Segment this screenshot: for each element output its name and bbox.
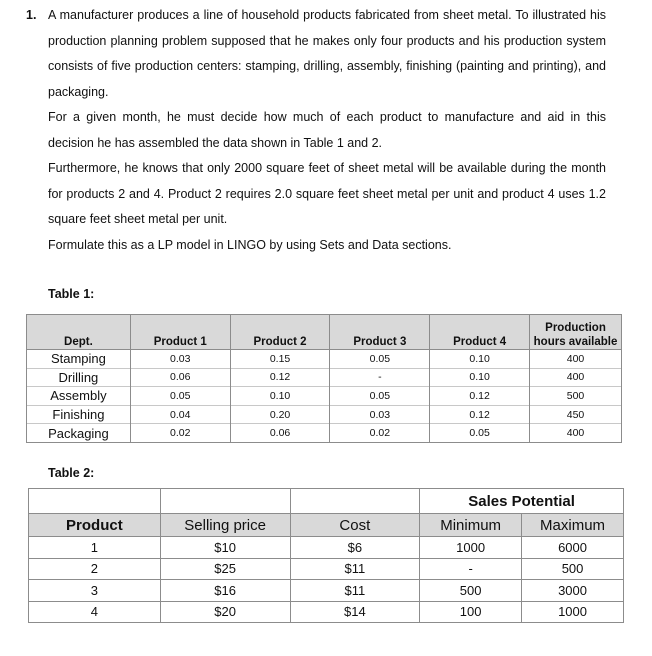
table1 — [26, 314, 622, 443]
table-row — [27, 350, 622, 369]
table-cell: Assembly — [27, 387, 131, 406]
table-cell: $11 — [290, 558, 420, 580]
table-cell — [29, 489, 161, 514]
table2 — [28, 488, 624, 623]
table-cell: 4 — [29, 601, 161, 623]
table-row — [27, 368, 622, 387]
table-cell: 0.05 — [330, 350, 430, 369]
paragraph-intro: A manufacturer produces a line of household products fabricated from sheet metal. To illustrated his production planning problem supposed that he makes only four products and his production system consists of five production centers: stamping, drilling, assembly, finishing (painting and printing), and packaging. — [48, 8, 606, 99]
table-cell: 400 — [530, 368, 622, 387]
table-row — [29, 558, 624, 580]
table1-header-dept: Dept. — [27, 315, 131, 350]
table-cell: 2 — [29, 558, 161, 580]
table-cell: $14 — [290, 601, 420, 623]
table-row — [27, 387, 622, 406]
table1-header-product3: Product 3 — [330, 315, 430, 350]
table-cell: 6000 — [522, 537, 624, 559]
table2-sales-potential-header: Sales Potential — [420, 489, 624, 514]
table-cell: 500 — [420, 580, 522, 602]
table-cell — [160, 489, 290, 514]
table2-header-row — [29, 514, 624, 537]
paragraph-task: Formulate this as a LP model in LINGO by using Sets and Data sections. — [48, 237, 452, 252]
table-cell: 0.12 — [430, 405, 530, 424]
table-row — [29, 601, 624, 623]
table-cell: 400 — [530, 424, 622, 443]
table1-header-row — [27, 315, 622, 350]
table-cell: - — [330, 368, 430, 387]
table1-caption: Table 1: — [48, 287, 95, 301]
table-row — [27, 405, 622, 424]
table2-header-minimum: Minimum — [420, 514, 522, 537]
table-cell: 0.06 — [230, 424, 330, 443]
table2-header-selling-price: Selling price — [160, 514, 290, 537]
table-cell: 0.20 — [230, 405, 330, 424]
table-cell: 0.10 — [430, 368, 530, 387]
table1-header-product2: Product 2 — [230, 315, 330, 350]
table-cell: 3000 — [522, 580, 624, 602]
table-cell: Finishing — [27, 405, 131, 424]
table-cell: Packaging — [27, 424, 131, 443]
table-cell — [290, 489, 420, 514]
table-cell: Stamping — [27, 350, 131, 369]
table-cell: 500 — [530, 387, 622, 406]
table-cell: 0.15 — [230, 350, 330, 369]
table-row — [29, 537, 624, 559]
table2-caption: Table 2: — [48, 466, 95, 480]
table-cell: $20 — [160, 601, 290, 623]
table1-header-product1: Product 1 — [130, 315, 230, 350]
table-cell: $25 — [160, 558, 290, 580]
paragraph-decision: For a given month, he must decide how much of each product to manufacture and aid in this decision he has assembled the data shown in Table 1 and 2. — [48, 110, 606, 150]
table1-header-hours: Production hours available — [530, 315, 622, 350]
table2-header-product: Product — [29, 514, 161, 537]
table-cell: 450 — [530, 405, 622, 424]
table-cell: 1 — [29, 537, 161, 559]
table-cell: 400 — [530, 350, 622, 369]
table-row — [27, 424, 622, 443]
table-cell: $10 — [160, 537, 290, 559]
table-cell: 0.03 — [130, 350, 230, 369]
table-cell: $6 — [290, 537, 420, 559]
table-cell: 0.05 — [130, 387, 230, 406]
table-cell: 0.05 — [330, 387, 430, 406]
table-cell: 3 — [29, 580, 161, 602]
table-row — [29, 580, 624, 602]
table-cell: 1000 — [420, 537, 522, 559]
paragraph-sheet-metal: Furthermore, he knows that only 2000 square feet of sheet metal will be available during the month for products 2 and 4. Product 2 requires 2.0 square feet sheet metal per unit and product 4 uses 1.2 square feet sheet metal per unit. — [48, 161, 606, 226]
problem-number: 1. — [26, 8, 37, 22]
problem-statement — [26, 3, 606, 258]
table-cell: $11 — [290, 580, 420, 602]
table-cell: 1000 — [522, 601, 624, 623]
table-cell: 0.05 — [430, 424, 530, 443]
table-cell: 0.03 — [330, 405, 430, 424]
table-cell: 0.06 — [130, 368, 230, 387]
table-cell: $16 — [160, 580, 290, 602]
table-cell: 0.12 — [230, 368, 330, 387]
table-cell: - — [420, 558, 522, 580]
table-cell: 0.04 — [130, 405, 230, 424]
table1-header-product4: Product 4 — [430, 315, 530, 350]
table-cell: 500 — [522, 558, 624, 580]
table-cell: 0.12 — [430, 387, 530, 406]
table-cell: 0.02 — [130, 424, 230, 443]
table-cell: 0.02 — [330, 424, 430, 443]
table-cell: Drilling — [27, 368, 131, 387]
table-cell: 0.10 — [230, 387, 330, 406]
table-cell: 0.10 — [430, 350, 530, 369]
table-cell: 100 — [420, 601, 522, 623]
table2-header-maximum: Maximum — [522, 514, 624, 537]
table2-header-cost: Cost — [290, 514, 420, 537]
table2-group-row — [29, 489, 624, 514]
